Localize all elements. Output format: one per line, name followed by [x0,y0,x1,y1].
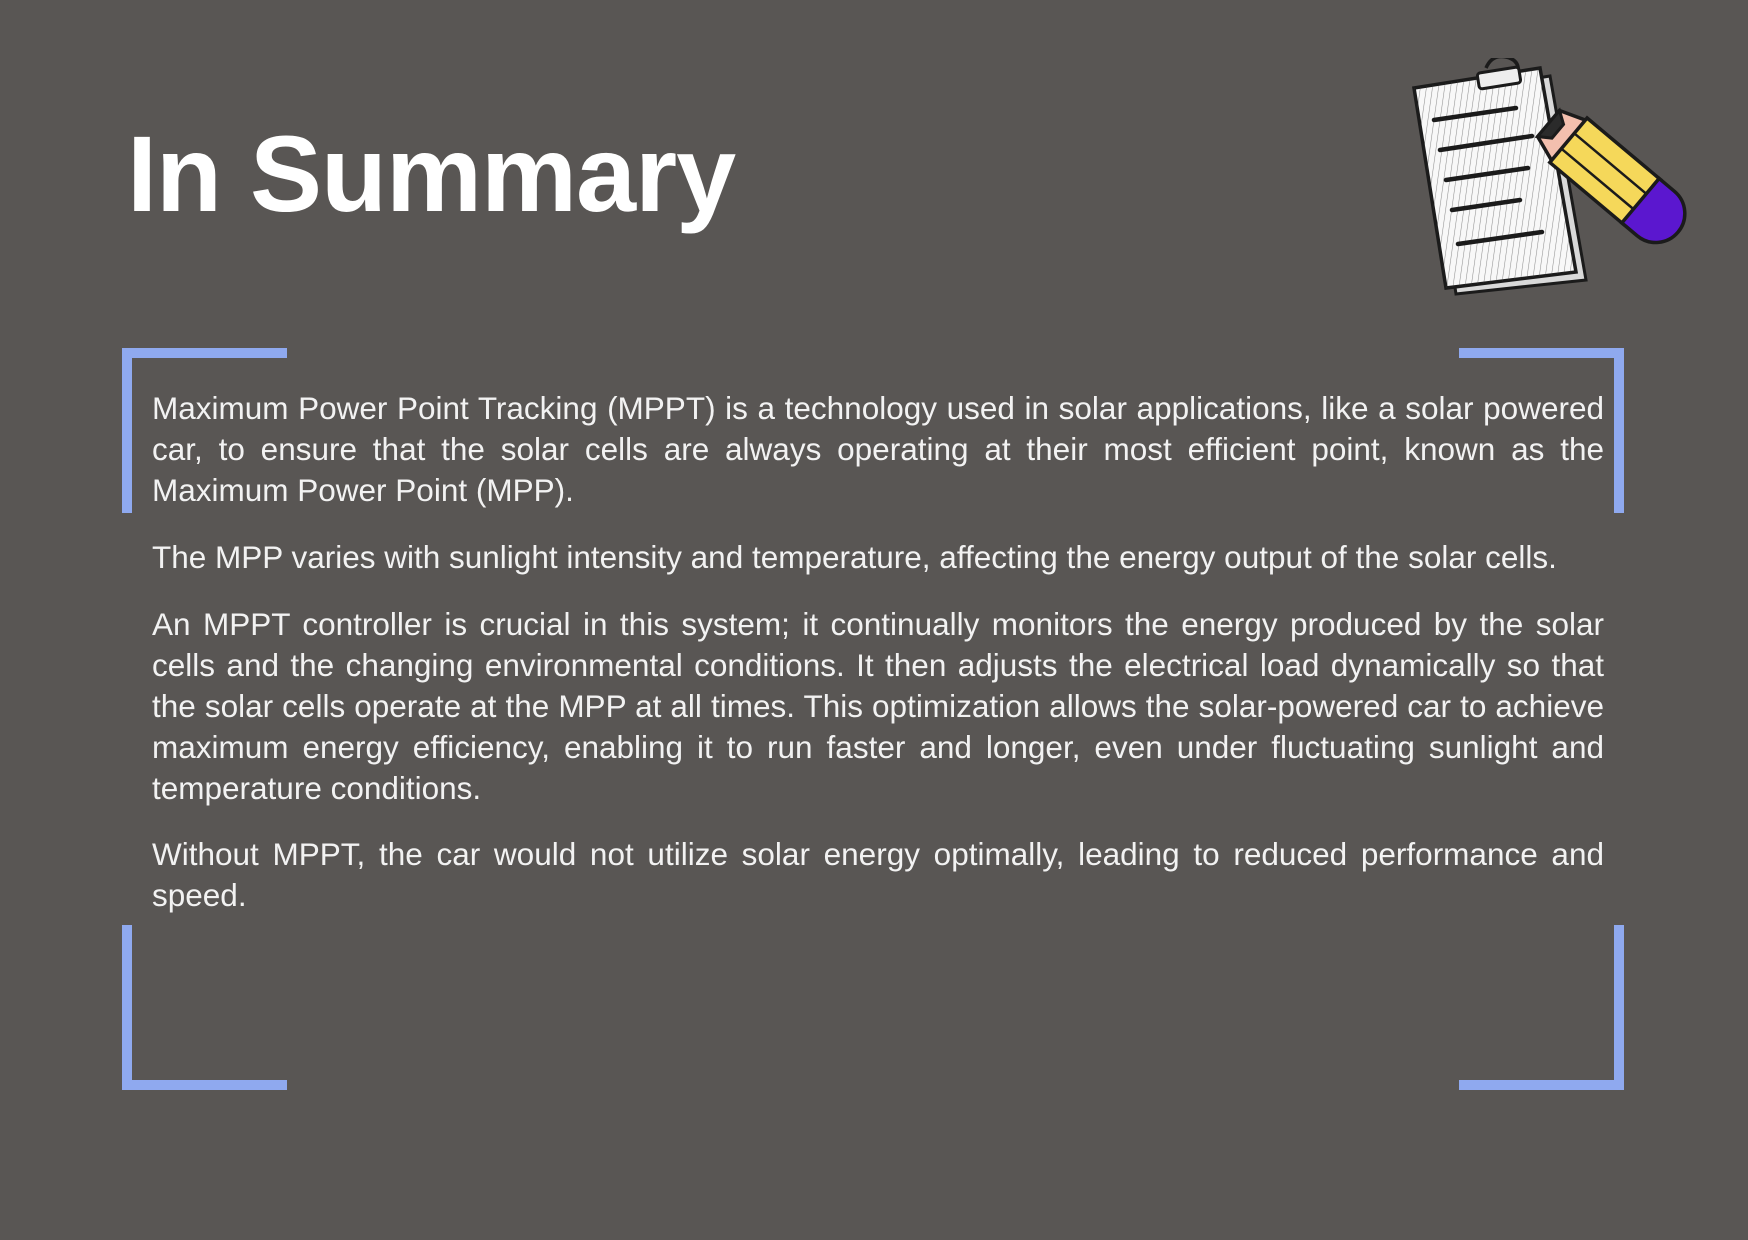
summary-paragraph-1: Maximum Power Point Tracking (MPPT) is a technology used in solar applications, like a solar powered car, to ensure that the solar cells are always operating at their most efficient point, known as the Maximum Power Point (MPP). [152,390,1604,508]
summary-paragraph-2: The MPP varies with sunlight intensity and temperature, affecting the energy output of the solar cells. [152,538,1557,575]
corner-bracket-bottom-right [1459,925,1624,1090]
summary-paragraph-4: Without MPPT, the car would not utilize solar energy optimally, leading to reduced performance and speed. [152,836,1604,914]
corner-bracket-bottom-left [122,925,287,1090]
summary-body [152,388,1604,916]
summary-paragraph-3: An MPPT controller is crucial in this system; it continually monitors the energy produced by the solar cells and the changing environmental conditions. It then adjusts the electrical load dynamically so that the solar cells operate at the MPP at all times. This optimization allows the solar-powered car to achieve maximum energy efficiency, enabling it to run faster and longer, even under fluctuating sunlight and temperature conditions. [152,605,1604,806]
page-title: In Summary [127,113,736,234]
clipboard-pencil-illustration [1400,58,1700,298]
